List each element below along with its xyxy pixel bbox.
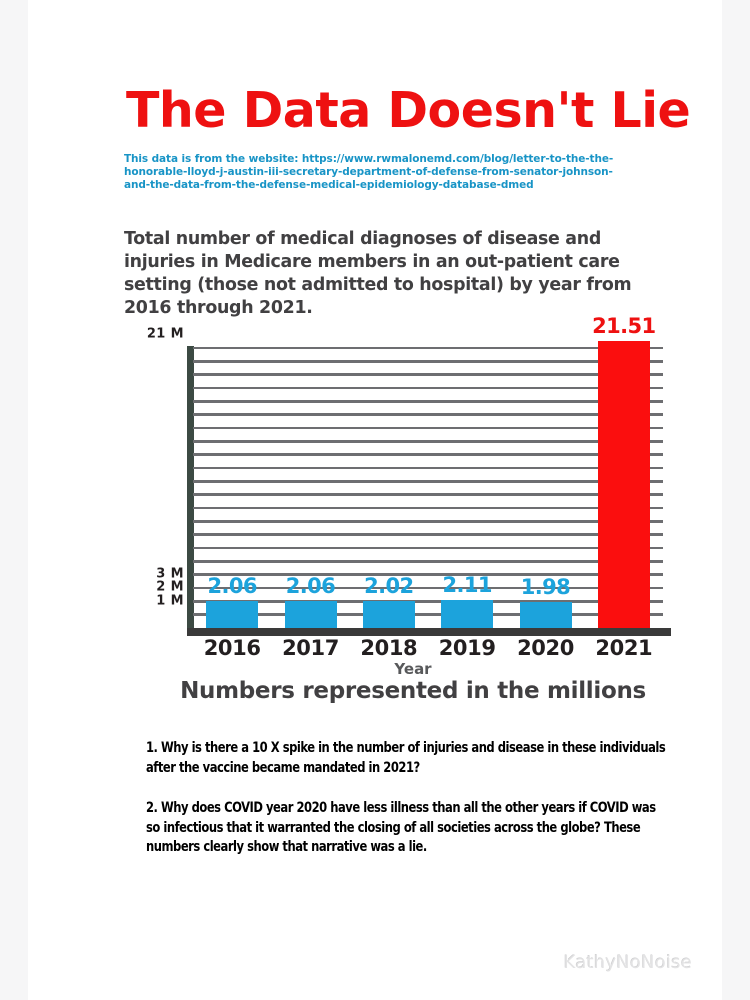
gridline — [193, 533, 663, 536]
watermark: KathyNoNoise — [563, 952, 692, 973]
x-axis-tick-2020: 2020 — [517, 636, 574, 660]
x-axis-title: Year — [394, 660, 432, 678]
bar-chart — [146, 310, 678, 704]
x-axis-tick-2021: 2021 — [595, 636, 653, 660]
bar-2016[interactable] — [206, 601, 258, 628]
bar-2019[interactable] — [441, 600, 493, 628]
bar-value-label-2020: 1.98 — [520, 574, 571, 599]
gridline — [193, 600, 663, 603]
bar-2021[interactable] — [598, 341, 650, 628]
bar-value-label-2016: 2.06 — [207, 573, 257, 598]
bar-2018[interactable] — [363, 601, 415, 628]
x-axis-line — [187, 628, 671, 636]
bar-2020[interactable] — [520, 602, 572, 628]
chart-footer-note: Numbers represented in the millions — [180, 678, 646, 704]
chart-plot-area — [146, 314, 663, 628]
y-axis-tick-label: 21 M — [146, 326, 184, 342]
gridline — [193, 360, 663, 363]
x-axis-tick-2017: 2017 — [282, 636, 339, 660]
y-axis-tick-label: 1 M — [156, 593, 184, 609]
x-axis-tick-2019: 2019 — [438, 636, 496, 660]
bar-value-label-2021: 21.51 — [592, 314, 656, 339]
chart-description: Total number of medical diagnoses of disease and injuries in Medicare members in an out-patient care setting (those not admitted to hospital) by year from 2016 through 2021. — [124, 229, 632, 319]
gridline — [193, 467, 663, 470]
y-axis-tick-label: 2 M — [156, 579, 184, 595]
x-axis-tick-2016: 2016 — [203, 636, 261, 660]
gridline — [193, 560, 663, 563]
question-2: 2. Why does COVID year 2020 have less illness than all the other years if COVID was so infectious that it warranted the closing of all societies across the globe? These numbers clearly show that narrative was a lie. — [146, 798, 656, 856]
gridline — [193, 547, 663, 550]
gridline — [193, 440, 663, 443]
x-axis-tick-2018: 2018 — [360, 636, 418, 660]
gridline — [193, 400, 663, 403]
gridline — [193, 373, 663, 376]
bar-value-label-2019: 2.11 — [442, 572, 492, 597]
question-1: 1. Why is there a 10 X spike in the number of injuries and disease in these individuals after the vaccine became mandated in 2021? — [146, 739, 666, 776]
gridline — [193, 493, 663, 496]
source-url-note: This data is from the website: https://www.rwmalonemd.com/blog/letter-to-the-the-honorable-lloyd-j-austin-iii-secretary-department-of-defense-from-senator-johnson-and-the-data-from-the-defense-medical-epidemiology-database-dmed — [124, 153, 614, 192]
poster-canvas — [28, 0, 722, 1000]
gridline — [193, 413, 663, 416]
gridline — [193, 480, 663, 483]
y-axis-tick-label: 3 M — [156, 566, 184, 582]
page-title: The Data Doesn't Lie — [126, 82, 691, 139]
bar-value-label-2018: 2.02 — [364, 574, 414, 599]
gridline — [193, 387, 663, 390]
gridline — [193, 507, 663, 510]
gridline — [193, 613, 663, 616]
bar-value-label-2017: 2.06 — [285, 573, 336, 598]
gridline — [193, 427, 663, 430]
bar-2017[interactable] — [285, 601, 337, 628]
gridline — [193, 520, 663, 523]
questions-list — [146, 738, 666, 877]
gridline — [193, 453, 663, 456]
gridline — [193, 347, 663, 350]
